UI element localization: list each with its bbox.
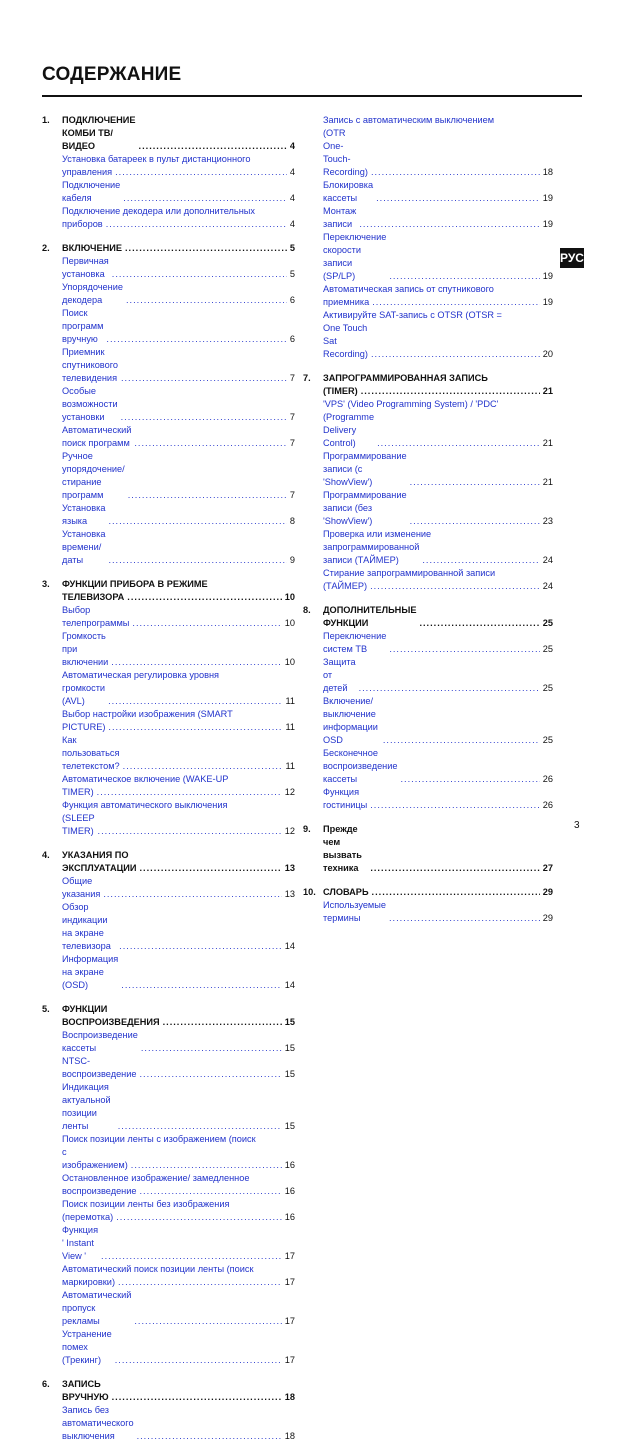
dot-leader <box>139 140 287 153</box>
toc-item <box>323 127 553 179</box>
dot-leader <box>108 721 282 734</box>
section-number: 6. <box>42 1379 50 1389</box>
page-ref: 18 <box>542 167 553 177</box>
page-ref: 7 <box>289 412 295 422</box>
toc-section <box>303 372 553 593</box>
toc-item: Проверка или изменение <box>323 529 432 539</box>
page-ref: 23 <box>542 516 553 526</box>
toc-item <box>62 424 295 450</box>
page-ref: 29 <box>542 887 553 897</box>
toc-item: Автоматическая регулировка уровня <box>62 670 220 680</box>
toc-item <box>323 322 553 361</box>
page-ref: 5 <box>289 243 295 253</box>
toc-item-text: Программирование записи (без 'ShowView') <box>323 490 407 526</box>
dot-leader <box>400 773 539 786</box>
page-ref: 8 <box>289 516 295 526</box>
toc-item <box>62 450 295 502</box>
language-badge: РУС <box>560 248 584 268</box>
toc-item-text: (Programme Delivery Control) <box>323 412 375 448</box>
toc-item-text: Включение/ выключение информации OSD <box>323 696 378 745</box>
toc-item-text: Подключение кабеля <box>62 180 121 203</box>
toc-item <box>62 1328 295 1367</box>
dot-leader <box>121 372 287 385</box>
section-heading: ЗАПРОГРАММИРОВАННАЯ ЗАПИСЬ <box>323 373 488 383</box>
toc-item <box>62 953 295 992</box>
dot-leader <box>118 1120 282 1133</box>
dot-leader <box>125 242 287 255</box>
dot-leader <box>127 591 281 604</box>
page-ref: 7 <box>289 490 295 500</box>
toc-item-text: Монтаж записи <box>323 206 357 229</box>
toc-section <box>42 1378 295 1443</box>
toc-item-text: управления <box>62 167 113 177</box>
dot-leader <box>359 682 540 695</box>
dot-leader <box>361 385 540 398</box>
dot-leader <box>97 786 282 799</box>
toc-section <box>303 823 553 875</box>
toc-item-text: NTSC-воспроизведение <box>62 1056 137 1079</box>
section-heading-text: ЗАПИСЬ ВРУЧНУЮ <box>62 1379 109 1402</box>
dot-leader <box>141 1042 282 1055</box>
toc-item: Поиск позиции ленты без изображения <box>62 1199 230 1209</box>
page-ref: 15 <box>284 1121 295 1131</box>
toc-item: Автоматический поиск позиции ленты (поиск <box>62 1264 254 1274</box>
toc-item-text: Автоматический поиск программ <box>62 425 132 448</box>
toc-section-continued <box>303 114 553 361</box>
page-ref: 19 <box>542 193 553 203</box>
section-heading <box>323 604 553 630</box>
toc-item-text: Переключение систем ТВ <box>323 631 387 654</box>
toc-section <box>42 1003 295 1367</box>
toc-item <box>62 1055 295 1081</box>
section-heading-text: СЛОВАРЬ <box>323 887 369 897</box>
toc-item <box>62 721 295 734</box>
section-number: 2. <box>42 243 50 253</box>
page-ref: 20 <box>542 349 553 359</box>
toc-item <box>62 166 295 179</box>
section-heading: ФУНКЦИИ ПРИБОРА В РЕЖИМЕ <box>62 579 208 589</box>
page-ref: 15 <box>284 1043 295 1053</box>
dot-leader <box>128 489 287 502</box>
page-ref: 13 <box>284 889 295 899</box>
section-number: 7. <box>303 373 311 383</box>
section-heading-text: ФУНКЦИИ ВОСПРОИЗВЕДЕНИЯ <box>62 1004 160 1027</box>
dot-leader <box>137 1430 282 1443</box>
toc-item-text: One Touch Sat Recording) <box>323 323 368 359</box>
dot-leader <box>419 617 539 630</box>
section-heading-text: ТЕЛЕВИЗОРА <box>62 592 125 602</box>
page-ref: 6 <box>289 334 295 344</box>
section-heading-text: ВКЛЮЧЕНИЕ <box>62 243 122 253</box>
toc-item: Выбор настройки изображения (SMART <box>62 709 233 719</box>
toc-item-text: Функция ' Instant View ' <box>62 1225 99 1261</box>
toc-item <box>323 231 553 283</box>
page-ref: 14 <box>284 980 295 990</box>
dot-leader <box>139 1068 281 1081</box>
toc-item-text: Программирование записи (с 'ShowView') <box>323 451 407 487</box>
section-heading-text: ПОДКЛЮЧЕНИЕ КОМБИ ТВ/ВИДЕО <box>62 115 136 151</box>
dot-leader <box>370 862 539 875</box>
dot-leader <box>112 268 287 281</box>
page-ref: 4 <box>289 141 295 151</box>
dot-leader <box>111 656 281 669</box>
dot-leader <box>372 296 540 309</box>
page-ref: 16 <box>284 1186 295 1196</box>
page-ref: 12 <box>284 826 295 836</box>
section-heading <box>323 886 553 899</box>
dot-leader <box>118 1276 282 1289</box>
page-ref: 11 <box>285 696 295 706</box>
toc-item-text: Используемые термины <box>323 900 386 923</box>
dot-leader <box>140 862 282 875</box>
toc-item <box>62 1211 295 1224</box>
toc-item-text: Выбор телепрограммы <box>62 605 130 628</box>
toc-item-text: TIMER) <box>62 787 94 797</box>
dot-leader <box>108 554 286 567</box>
toc-item <box>62 630 295 669</box>
toc-item-text: воспроизведение <box>62 1186 137 1196</box>
page-ref: 10 <box>284 592 295 602</box>
dot-leader <box>98 825 282 838</box>
dot-leader <box>115 166 287 179</box>
toc-section <box>42 849 295 992</box>
toc-item <box>62 1081 295 1133</box>
toc-item-text: Обзор индикации на экране телевизора <box>62 902 111 951</box>
toc-item <box>62 502 295 528</box>
page-ref: 7 <box>289 438 295 448</box>
toc-item <box>62 682 295 708</box>
dot-leader <box>108 515 286 528</box>
toc-item-text: Воспроизведение кассеты <box>62 1030 138 1053</box>
dot-leader <box>116 1211 282 1224</box>
toc-item-text: Как пользоваться телетекстом? <box>62 735 120 771</box>
toc-item <box>323 695 553 747</box>
toc-item-text: Общие указания <box>62 876 101 899</box>
toc-section <box>303 604 553 812</box>
page-ref: 13 <box>284 863 295 873</box>
dot-leader <box>163 1016 282 1029</box>
toc-section <box>303 886 553 925</box>
toc-item <box>62 1289 295 1328</box>
dot-leader <box>140 1185 282 1198</box>
toc-item <box>62 604 295 630</box>
toc-item <box>323 899 553 925</box>
section-heading-text: УКАЗАНИЯ ПО ЭКСПЛУАТАЦИИ <box>62 850 137 873</box>
dot-leader <box>134 1315 281 1328</box>
dot-leader <box>123 192 287 205</box>
toc-item-text: с изображением) <box>62 1147 128 1170</box>
dot-leader <box>106 333 286 346</box>
dot-leader <box>132 617 281 630</box>
toc-item: Активируйте SAT-запись с OTSR (OTSR = <box>323 310 502 320</box>
toc-item <box>62 901 295 953</box>
page-ref: 19 <box>542 271 553 281</box>
section-number: 3. <box>42 579 50 589</box>
toc-item-text: Функция гостиницы <box>323 787 368 810</box>
dot-leader <box>376 192 540 205</box>
page-number: 3 <box>574 820 580 831</box>
toc-item-text: Установка языка <box>62 503 106 526</box>
dot-leader <box>371 348 540 361</box>
page-ref: 26 <box>542 774 553 784</box>
dot-leader <box>389 270 539 283</box>
toc-item-text: Блокировка кассеты <box>323 180 374 203</box>
page-ref: 25 <box>542 644 553 654</box>
toc-right-column <box>303 114 553 936</box>
section-heading <box>62 1003 295 1029</box>
toc-item-text: приемника <box>323 297 370 307</box>
toc-item <box>323 630 553 656</box>
toc-item-text: запрограммированной записи (ТАЙМЕР) <box>323 542 420 565</box>
toc-item-text: Устранение помех (Трекинг) <box>62 1329 112 1365</box>
toc-item <box>323 450 553 489</box>
page-ref: 7 <box>289 373 295 383</box>
section-number: 1. <box>42 115 50 125</box>
toc-item-text: громкости (AVL) <box>62 683 106 706</box>
toc-item-text: Ручное упорядочение/ стирание программ <box>62 451 125 500</box>
toc-item-text: маркировки) <box>62 1277 115 1287</box>
dot-leader <box>372 886 540 899</box>
toc-section <box>42 242 295 567</box>
toc-item-text: Поиск программ вручную <box>62 308 104 344</box>
toc-item <box>62 218 295 231</box>
page-ref: 24 <box>542 581 553 591</box>
dot-leader <box>123 760 283 773</box>
dot-leader <box>359 218 539 231</box>
dot-leader <box>108 695 282 708</box>
toc-item-text: Особые возможности установки <box>62 386 118 422</box>
toc-item-text: приборов <box>62 219 103 229</box>
toc-item <box>323 747 553 786</box>
page-ref: 25 <box>542 683 553 693</box>
toc-item <box>62 1276 295 1289</box>
toc-item <box>323 541 553 567</box>
page-ref: 17 <box>284 1277 295 1287</box>
toc-item: Автоматическая запись от спутникового <box>323 284 494 294</box>
page-ref: 18 <box>284 1431 295 1441</box>
toc-item: Автоматическое включение (WAKE-UP <box>62 774 229 784</box>
section-heading-text: ДОПОЛНИТЕЛЬНЫЕ ФУНКЦИИ <box>323 605 417 628</box>
toc-item <box>62 734 295 773</box>
page-ref: 4 <box>289 219 295 229</box>
page-ref: 14 <box>284 941 295 951</box>
toc-item <box>323 580 553 593</box>
page-ref: 21 <box>542 477 553 487</box>
toc-item <box>62 179 295 205</box>
toc-item <box>62 346 295 385</box>
toc-item-text: (перемотка) <box>62 1212 114 1222</box>
dot-leader <box>126 294 287 307</box>
page-ref: 4 <box>289 167 295 177</box>
toc-item-text: Информация на экране (OSD) <box>62 954 119 990</box>
toc-item <box>62 255 295 281</box>
dot-leader <box>410 476 540 489</box>
toc-item: 'VPS' (Video Programming System) / 'PDC' <box>323 399 499 409</box>
section-heading <box>323 385 553 398</box>
page-ref: 17 <box>284 1251 295 1261</box>
toc-item-text: Приемник спутникового телевидения <box>62 347 118 383</box>
page-ref: 19 <box>542 297 553 307</box>
page-ref: 10 <box>284 618 295 628</box>
dot-leader <box>101 1250 282 1263</box>
toc-item <box>323 205 553 231</box>
page-ref: 29 <box>542 913 553 923</box>
page-title: СОДЕРЖАНИЕ <box>42 64 182 85</box>
page-ref: 16 <box>284 1212 295 1222</box>
section-heading <box>62 242 295 255</box>
toc-section <box>42 114 295 231</box>
dot-leader <box>370 799 540 812</box>
toc-item-text: Защита от детей <box>323 657 356 693</box>
dot-leader <box>371 166 540 179</box>
toc-item: Установка батареек в пульт дистанционного <box>62 154 251 164</box>
section-number: 4. <box>42 850 50 860</box>
page-ref: 26 <box>542 800 553 810</box>
toc-item <box>62 1185 295 1198</box>
section-heading <box>323 823 553 875</box>
section-heading <box>62 114 295 153</box>
toc-item <box>62 1404 295 1443</box>
page-ref: 10 <box>284 657 295 667</box>
page-ref: 27 <box>542 863 553 873</box>
dot-leader <box>389 912 540 925</box>
toc-item-text: Установка времени/ даты <box>62 529 106 565</box>
page-ref: 11 <box>285 761 295 771</box>
page-ref: 12 <box>284 787 295 797</box>
dot-leader <box>422 554 539 567</box>
toc-section <box>42 578 295 838</box>
toc-item <box>323 656 553 695</box>
toc-item <box>62 786 295 799</box>
dot-leader <box>383 734 540 747</box>
toc-item <box>62 385 295 424</box>
page-ref: 17 <box>284 1316 295 1326</box>
section-heading <box>62 591 295 604</box>
page-ref: 19 <box>542 219 553 229</box>
toc-item <box>323 179 553 205</box>
toc-item <box>62 1224 295 1263</box>
page-ref: 18 <box>284 1392 295 1402</box>
dot-leader <box>103 888 281 901</box>
toc-item-text: Упорядочение декодера <box>62 282 123 305</box>
dot-leader <box>112 1391 282 1404</box>
section-number: 10. <box>303 887 316 897</box>
toc-item <box>62 1029 295 1055</box>
page-ref: 15 <box>284 1017 295 1027</box>
section-number: 9. <box>303 824 311 834</box>
toc-item-text: Индикация актуальной позиции ленты <box>62 1082 111 1131</box>
dot-leader <box>119 940 282 953</box>
toc-item <box>62 281 295 307</box>
page-ref: 9 <box>289 555 295 565</box>
dot-leader <box>134 437 287 450</box>
dot-leader <box>106 218 287 231</box>
toc-item: Функция автоматического выключения <box>62 800 228 810</box>
dot-leader <box>131 1159 282 1172</box>
page-ref: 6 <box>289 295 295 305</box>
section-number: 8. <box>303 605 311 615</box>
page-ref: 21 <box>542 386 553 396</box>
page-ref: 24 <box>542 555 553 565</box>
toc-item <box>62 1146 295 1172</box>
page-ref: 21 <box>542 438 553 448</box>
section-heading-text: (TIMER) <box>323 386 358 396</box>
page-ref: 11 <box>285 722 295 732</box>
toc-item <box>62 307 295 346</box>
toc-item-text: Бесконечное воспроизведение кассеты <box>323 748 398 784</box>
section-heading <box>62 1378 295 1404</box>
page-ref: 15 <box>284 1069 295 1079</box>
dot-leader <box>377 437 540 450</box>
toc-item <box>323 786 553 812</box>
dot-leader <box>121 411 287 424</box>
toc-item-text: Запись без автоматического выключения <box>62 1405 134 1441</box>
section-number: 5. <box>42 1004 50 1014</box>
page-ref: 4 <box>289 193 295 203</box>
toc-item: Поиск позиции ленты с изображением (поиск <box>62 1134 256 1144</box>
toc-item <box>62 812 295 838</box>
toc-item <box>62 875 295 901</box>
section-heading <box>62 849 295 875</box>
toc-item-text: Первичная установка <box>62 256 109 279</box>
toc-item <box>323 489 553 528</box>
page-ref: 5 <box>289 269 295 279</box>
dot-leader <box>115 1354 282 1367</box>
toc-item-text: PICTURE) <box>62 722 106 732</box>
dot-leader <box>389 643 539 656</box>
page-ref: 25 <box>542 618 553 628</box>
toc-item-text: Переключение скорости записи (SP/LP) <box>323 232 387 281</box>
toc-item: Запись с автоматическим выключением <box>323 115 495 125</box>
toc-item: Стирание запрограммированной записи <box>323 568 496 578</box>
dot-leader <box>410 515 540 528</box>
dot-leader <box>370 580 540 593</box>
toc-left-column <box>42 114 295 1454</box>
toc-item-text: Автоматический пропуск рекламы <box>62 1290 132 1326</box>
toc-item <box>323 296 553 309</box>
toc-item: Подключение декодера или дополнительных <box>62 206 255 216</box>
page-ref: 17 <box>284 1355 295 1365</box>
page-ref: 16 <box>284 1160 295 1170</box>
toc-item: Остановленное изображение/ замедленное <box>62 1173 250 1183</box>
toc-item-text: (ТАЙМЕР) <box>323 581 368 591</box>
toc-item-text: Громкость при включении <box>62 631 109 667</box>
toc-item <box>62 528 295 567</box>
toc-item-text: (OTR One-Touch-Recording) <box>323 128 368 177</box>
title-divider <box>42 95 582 97</box>
section-heading-text: Прежде чем вызвать техника <box>323 824 362 873</box>
toc-item-text: (SLEEP TIMER) <box>62 813 95 836</box>
page-ref: 25 <box>542 735 553 745</box>
toc-item <box>323 411 553 450</box>
dot-leader <box>121 979 282 992</box>
